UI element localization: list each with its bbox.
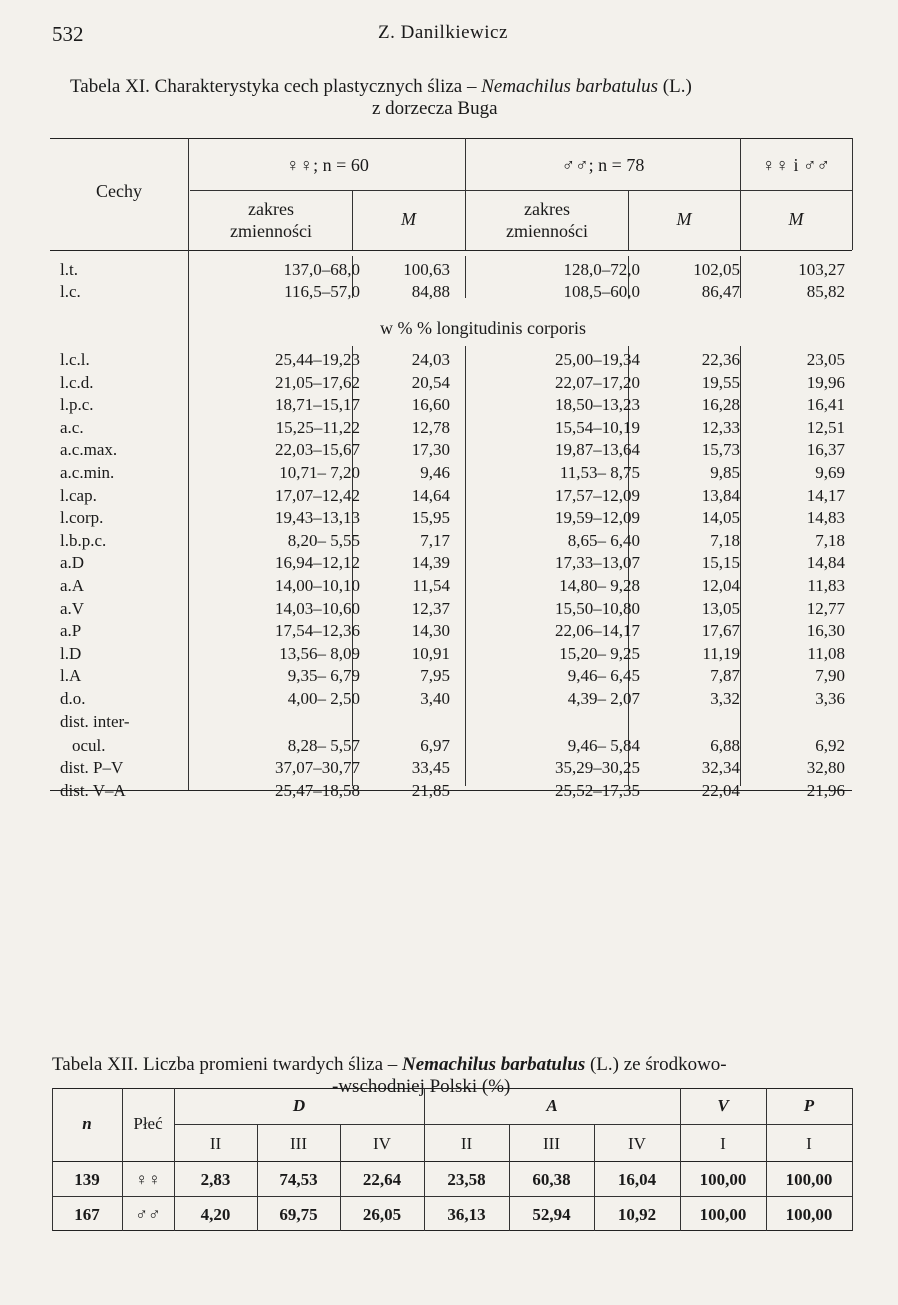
cell-mean-both: 16,37 <box>806 440 845 460</box>
cell-feature: d.o. <box>60 689 86 708</box>
table11-caption <box>70 76 692 98</box>
cell-mean-m: 7,18 <box>710 530 740 550</box>
cell-mean-m: 86,47 <box>701 282 740 301</box>
cell-mean-m: 12,33 <box>701 417 740 437</box>
table12-caption-species: Nemachilus barbatulus <box>402 1054 586 1075</box>
cell-mean-f: 14,30 <box>411 621 450 641</box>
table-cell: 69,75 <box>279 1205 318 1224</box>
table-cell: 2,83 <box>200 1170 231 1189</box>
table-cell: ♀♀ <box>135 1170 161 1189</box>
table-row <box>50 756 852 779</box>
table-cell: 100,00 <box>699 1170 747 1189</box>
table12-caption-line2: -wschodniej Polski (%) <box>332 1076 511 1097</box>
cell-mean-f: 7,17 <box>420 530 450 550</box>
cell-range-m: 15,20– 9,25 <box>559 643 640 663</box>
table11-caption-text: Charakterystyka cech plastycznych śliza – <box>154 76 477 97</box>
cell-range-m: 18,50–13,23 <box>555 395 640 415</box>
cell-range-m: 25,00–19,34 <box>555 350 640 369</box>
cell-mean-both: 85,82 <box>806 282 845 301</box>
cell-range-f: 25,44–19,23 <box>275 350 360 369</box>
cell-feature: l.corp. <box>60 508 104 528</box>
cell-mean-both: 6,92 <box>815 735 845 755</box>
table-row <box>50 642 852 665</box>
cell-mean-both: 16,41 <box>806 395 845 415</box>
table-cell: ♂♂ <box>135 1205 161 1224</box>
table-cell: 100,00 <box>699 1205 747 1224</box>
subheader-range-m: zakres zmienności <box>506 199 588 241</box>
subheader-ray: III <box>290 1134 307 1153</box>
cell-mean-f: 21,85 <box>411 780 450 800</box>
table-row <box>50 574 852 597</box>
cell-range-f: 25,47–18,58 <box>275 780 360 800</box>
table-cell: 139 <box>74 1170 100 1189</box>
table12 <box>52 1088 852 1238</box>
fin-header-V: V <box>717 1096 729 1115</box>
cell-mean-f: 33,45 <box>411 758 450 778</box>
cell-range-m: 25,52–17,35 <box>555 780 640 800</box>
cell-mean-f: 14,39 <box>411 553 450 573</box>
group-header-females: ♀♀; n = 60 <box>286 155 369 175</box>
cell-range-m: 11,53– 8,75 <box>559 463 640 482</box>
cell-mean-m: 12,04 <box>701 576 740 595</box>
cell-mean-both: 19,96 <box>806 372 845 392</box>
subheader-range-f: zakres zmienności <box>230 199 312 241</box>
cell-feature: dist. V–A <box>60 780 126 800</box>
cell-feature: a.c.min. <box>60 463 115 482</box>
cell-range-f: 8,20– 5,55 <box>287 530 360 550</box>
table12-caption-rest: (L.) ze środkowo- <box>589 1054 727 1075</box>
subheader-ray: II <box>209 1134 222 1153</box>
band-label: w % % longitudinis corporis <box>380 318 586 338</box>
cell-mean-m: 32,34 <box>701 758 740 778</box>
cell-feature: a.D <box>60 553 85 573</box>
table-cell: 10,92 <box>617 1205 657 1224</box>
cell-range-f: 13,56– 8,09 <box>279 643 360 663</box>
table-row <box>50 280 852 303</box>
subheader-ray: II <box>460 1134 473 1153</box>
cell-range-f: 37,07–30,77 <box>275 758 360 778</box>
subheader-mean-f: M <box>401 209 416 229</box>
cell-range-f: 9,35– 6,79 <box>287 666 360 686</box>
table-row <box>50 506 852 529</box>
cell-feature: l.p.c. <box>60 395 94 415</box>
cell-range-f: 18,71–15,17 <box>275 395 360 415</box>
cell-mean-m: 15,73 <box>701 440 740 460</box>
cell-mean-f: 3,40 <box>420 689 450 708</box>
table-cell: 22,64 <box>362 1170 402 1189</box>
table11-caption-label: Tabela XI. <box>70 76 150 97</box>
table-row <box>50 393 852 416</box>
cell-mean-both: 23,05 <box>806 350 845 369</box>
subheader-ray: I <box>806 1134 812 1153</box>
cell-mean-f: 11,54 <box>412 576 450 595</box>
cell-mean-both: 3,36 <box>815 689 845 708</box>
cell-range-m: 4,39– 2,07 <box>567 689 640 708</box>
cell-range-m: 15,54–10,19 <box>555 417 640 437</box>
cell-mean-both: 14,17 <box>806 485 845 505</box>
group-header-both: ♀♀ i ♂♂ <box>761 155 830 175</box>
cell-feature: l.c. <box>60 282 81 301</box>
subheader-ray: III <box>543 1134 560 1153</box>
group-header-males: ♂♂; n = 78 <box>561 155 645 175</box>
cell-feature: dist. P–V <box>60 758 124 778</box>
cell-mean-both: 16,30 <box>806 621 845 641</box>
cell-mean-both: 11,08 <box>807 643 845 663</box>
table-cell: 60,38 <box>532 1170 571 1189</box>
page-number: 532 <box>52 22 84 46</box>
cell-range-m: 22,07–17,20 <box>555 372 640 392</box>
fin-header-P: P <box>803 1096 815 1115</box>
col-header-n: n <box>82 1114 92 1133</box>
cell-feature: l.D <box>60 643 82 663</box>
cell-range-f: 10,71– 7,20 <box>279 463 360 482</box>
cell-mean-m: 22,36 <box>701 350 740 369</box>
cell-mean-f: 14,64 <box>411 485 450 505</box>
subheader-ray: I <box>720 1134 726 1153</box>
table-row <box>50 438 852 461</box>
cell-range-f: 16,94–12,12 <box>275 553 360 573</box>
cell-mean-m: 14,05 <box>701 508 740 528</box>
cell-range-f: 137,0–68,0 <box>283 260 360 279</box>
cell-mean-m: 17,67 <box>701 621 740 641</box>
cell-range-m: 15,50–10,80 <box>555 598 640 618</box>
cell-feature: l.c.d. <box>60 372 94 392</box>
table-row <box>50 461 852 484</box>
cell-mean-m: 9,85 <box>710 463 740 482</box>
cell-feature: a.V <box>60 598 85 618</box>
cell-mean-m: 102,05 <box>693 260 740 279</box>
table-row <box>50 416 852 439</box>
cell-feature: l.t. <box>60 260 78 279</box>
table11-caption-species: Nemachilus barbatulus <box>481 76 659 97</box>
cell-mean-both: 12,51 <box>806 417 845 437</box>
table-cell: 100,00 <box>785 1205 833 1224</box>
cell-mean-both: 32,80 <box>806 758 845 778</box>
cell-mean-both: 21,96 <box>806 780 845 800</box>
cell-mean-m: 6,88 <box>710 735 740 755</box>
cell-mean-both: 12,77 <box>806 598 845 618</box>
cell-mean-m: 13,84 <box>701 485 740 505</box>
cell-range-m: 17,33–13,07 <box>555 553 640 573</box>
cell-range-f: 14,00–10,10 <box>275 576 360 595</box>
cell-range-f: 17,54–12,36 <box>275 621 360 641</box>
table12-caption <box>52 1054 727 1076</box>
cell-range-m: 9,46– 6,45 <box>567 666 640 686</box>
table12-caption-text: Liczba promieni twardych śliza – <box>142 1054 398 1075</box>
cell-mean-f: 17,30 <box>411 440 450 460</box>
cell-feature: l.c.l. <box>60 350 90 369</box>
cell-range-m: 108,5–60,0 <box>563 282 640 301</box>
cell-mean-m: 13,05 <box>701 598 740 618</box>
table-row <box>50 348 852 371</box>
subheader-mean-both: M <box>788 209 804 229</box>
cell-mean-f: 10,91 <box>411 643 450 663</box>
cell-range-m: 14,80– 9,28 <box>559 576 640 595</box>
table-cell: 167 <box>74 1205 100 1224</box>
cell-mean-m: 19,55 <box>701 372 740 392</box>
table-cell: 16,04 <box>617 1170 657 1189</box>
cell-range-m: 17,57–12,09 <box>555 485 640 505</box>
cell-mean-both: 103,27 <box>798 260 845 279</box>
cell-mean-both: 7,18 <box>815 530 845 550</box>
cell-mean-f: 15,95 <box>411 508 450 528</box>
table-row <box>50 664 852 687</box>
table-cell: 23,58 <box>447 1170 486 1189</box>
fin-header-A: A <box>546 1096 558 1115</box>
table-row <box>50 258 852 281</box>
cell-range-f: 17,07–12,42 <box>275 485 360 505</box>
cell-feature: a.A <box>60 576 85 595</box>
table-cell: 74,53 <box>279 1170 318 1189</box>
col-header-sex: Płeć <box>133 1114 163 1133</box>
table-row <box>50 687 852 710</box>
subheader-mean-m: M <box>676 209 692 229</box>
table-cell: 52,94 <box>532 1205 571 1224</box>
cell-feature: l.A <box>60 666 82 686</box>
table11-caption-author: (L.) <box>662 76 692 97</box>
table-cell: 100,00 <box>785 1170 833 1189</box>
cell-range-m: 8,65– 6,40 <box>567 530 640 550</box>
table11-caption-line2: z dorzecza Buga <box>372 98 498 119</box>
table12-caption-label: Tabela XII. <box>52 1054 139 1075</box>
cell-mean-m: 22,04 <box>701 780 740 800</box>
cell-range-m: 35,29–30,25 <box>555 758 640 778</box>
cell-mean-both: 14,83 <box>806 508 845 528</box>
cell-range-m: 128,0–72,0 <box>563 260 640 279</box>
cell-mean-f: 7,95 <box>420 666 450 686</box>
cell-range-f: 15,25–11,22 <box>275 417 360 437</box>
cell-mean-f: 20,54 <box>411 372 450 392</box>
table-cell: 26,05 <box>362 1205 402 1224</box>
cell-mean-m: 7,87 <box>710 666 740 686</box>
table11 <box>50 138 852 798</box>
table-cell: 36,13 <box>447 1205 486 1224</box>
cell-range-f: 8,28– 5,57 <box>287 735 360 755</box>
cell-range-m: 19,59–12,09 <box>555 508 640 528</box>
cell-range-m: 9,46– 5,84 <box>567 735 640 755</box>
cell-feature: a.c. <box>60 417 84 437</box>
cell-mean-both: 11,83 <box>807 576 845 595</box>
cell-range-f: 116,5–57,0 <box>284 282 360 301</box>
subheader-ray: IV <box>628 1134 646 1153</box>
cell-feature: l.cap. <box>60 485 97 505</box>
col-header-cechy: Cechy <box>96 181 142 201</box>
table-row <box>50 551 852 574</box>
table-row <box>50 371 852 394</box>
cell-mean-both: 7,90 <box>815 666 845 686</box>
fin-header-D: D <box>292 1096 306 1115</box>
cell-range-f: 21,05–17,62 <box>275 372 360 392</box>
cell-mean-f: 100,63 <box>403 260 450 279</box>
cell-mean-f: 84,88 <box>411 282 450 301</box>
cell-range-m: 19,87–13,64 <box>555 440 640 460</box>
cell-mean-m: 16,28 <box>701 395 740 415</box>
cell-mean-f: 6,97 <box>420 735 450 755</box>
cell-range-f: 19,43–13,13 <box>275 508 360 528</box>
running-head: Z. Danilkiewicz <box>378 22 508 43</box>
table-row <box>50 734 852 757</box>
cell-mean-f: 9,46 <box>420 463 450 482</box>
cell-range-f: 4,00– 2,50 <box>287 689 360 708</box>
table-row-label-line1 <box>50 710 852 733</box>
cell-range-f: 14,03–10,60 <box>275 598 360 618</box>
table-cell: 4,20 <box>200 1205 231 1224</box>
cell-range-m: 22,06–14,17 <box>555 621 640 641</box>
table-row <box>50 484 852 507</box>
table-row <box>50 529 852 552</box>
table-row <box>50 779 852 802</box>
table-row <box>50 619 852 642</box>
cell-mean-m: 11,19 <box>702 643 740 663</box>
cell-mean-f: 12,37 <box>411 598 450 618</box>
cell-mean-both: 9,69 <box>815 463 845 482</box>
cell-mean-f: 24,03 <box>411 350 450 369</box>
subheader-ray: IV <box>373 1134 391 1153</box>
cell-mean-f: 16,60 <box>411 395 450 415</box>
cell-feature: a.c.max. <box>60 440 118 460</box>
cell-mean-f: 12,78 <box>411 417 450 437</box>
cell-mean-both: 14,84 <box>806 553 845 573</box>
cell-feature-line2: ocul. <box>72 735 106 755</box>
cell-range-f: 22,03–15,67 <box>275 440 360 460</box>
cell-feature: l.b.p.c. <box>60 530 107 550</box>
cell-feature: a.P <box>60 621 82 641</box>
cell-feature-line1: dist. inter- <box>60 711 130 731</box>
cell-mean-m: 15,15 <box>701 553 740 573</box>
cell-mean-m: 3,32 <box>710 689 740 708</box>
table-row <box>50 597 852 620</box>
